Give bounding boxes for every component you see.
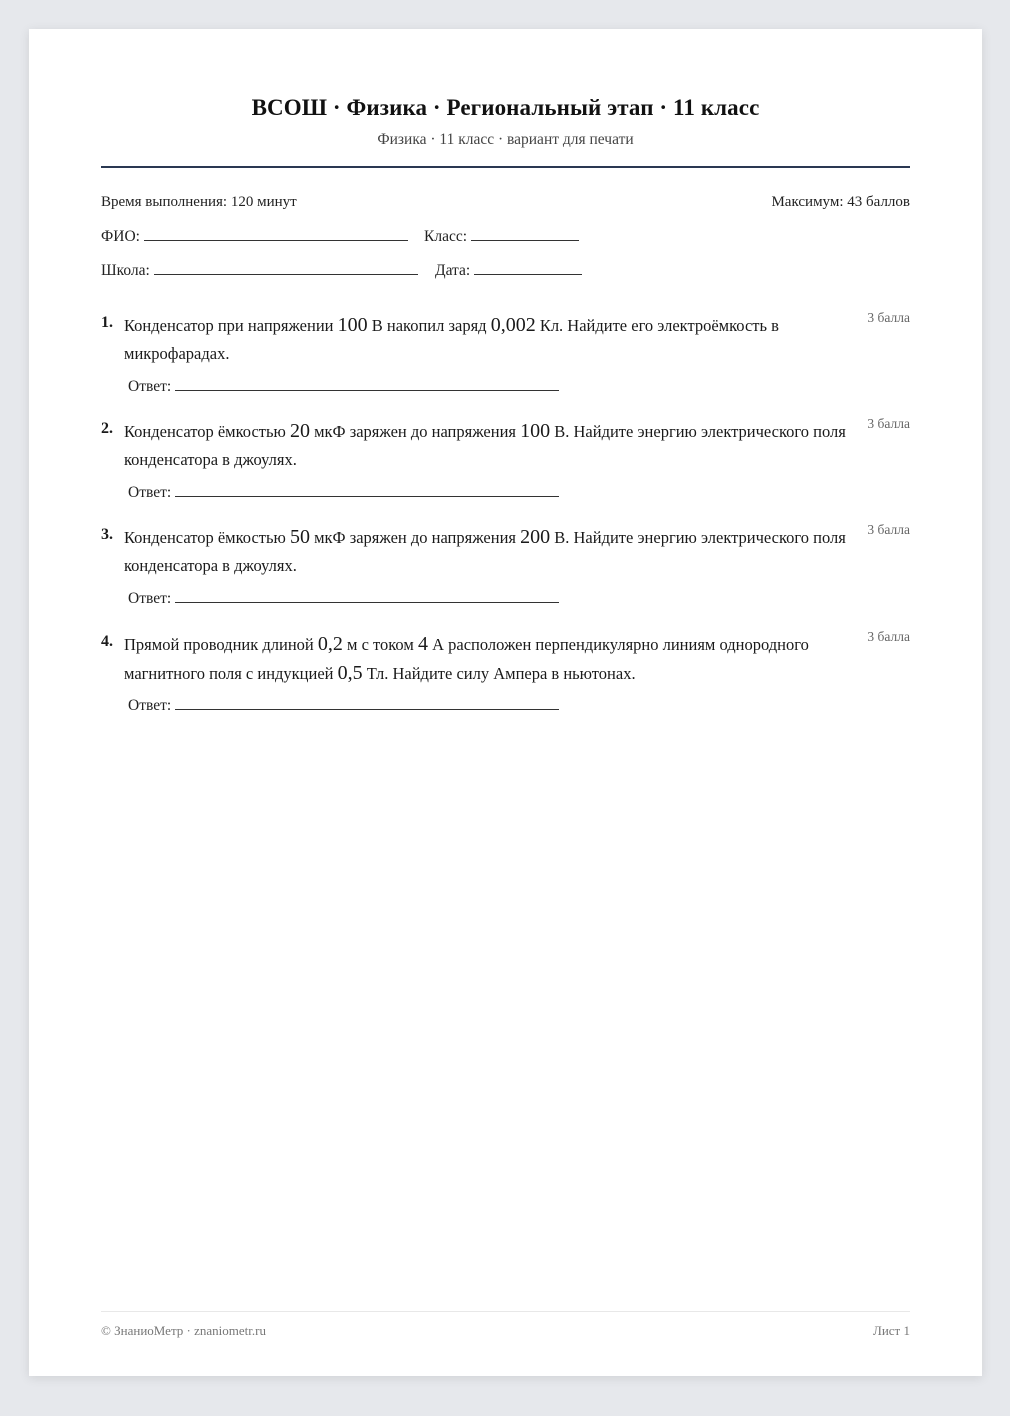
task-number-value: 0,2 <box>317 633 343 655</box>
task-text-fragment: Кл. Найдите его электроёмкость в микрофарадах. <box>124 316 779 363</box>
answer-line[interactable] <box>175 376 559 391</box>
class-line[interactable] <box>471 226 579 241</box>
footer-divider <box>101 1311 910 1312</box>
date-line[interactable] <box>474 260 582 275</box>
task-number-value: 0,5 <box>337 662 363 684</box>
answer-field[interactable] <box>128 588 559 608</box>
answer-line[interactable] <box>175 482 559 497</box>
page-footer <box>101 1323 910 1339</box>
task-text-fragment: Конденсатор при напряжении <box>124 316 338 335</box>
header-divider <box>101 166 910 168</box>
answer-label: Ответ: <box>128 484 172 501</box>
task-text-fragment: Конденсатор ёмкостью <box>124 422 290 441</box>
school-field[interactable] <box>101 260 418 280</box>
answer-field[interactable] <box>128 376 559 396</box>
task-text-fragment: м с током <box>342 635 418 654</box>
task-text <box>124 630 850 688</box>
task-text-fragment: Тл. Найдите силу Ампера в ньютонах. <box>362 664 636 683</box>
task-number: 4. <box>101 633 113 650</box>
class-field[interactable] <box>424 226 579 246</box>
answer-label: Ответ: <box>128 590 172 607</box>
task-points: 3 балла <box>867 629 910 644</box>
page-subtitle: Физика · 11 класс · вариант для печати <box>377 131 634 148</box>
max-score: Максимум: 43 баллов <box>771 194 910 210</box>
task-number-value: 0,002 <box>490 314 536 336</box>
task-text-fragment: мкФ заряжен до напряжения <box>309 528 521 547</box>
answer-label: Ответ: <box>128 378 172 395</box>
answer-line[interactable] <box>175 588 559 603</box>
task-points: 3 балла <box>867 522 910 537</box>
task-text-fragment: Прямой проводник длиной <box>124 635 318 654</box>
task-text-fragment: Конденсатор ёмкостью <box>124 528 290 547</box>
task-number: 1. <box>101 314 113 331</box>
task-text-fragment: В накопил заряд <box>367 316 491 335</box>
task-number-value: 20 <box>289 420 310 442</box>
page-title: ВСОШ · Физика · Региональный этап · 11 класс <box>251 95 760 120</box>
task-text <box>124 311 850 368</box>
task-number: 3. <box>101 526 113 543</box>
answer-label: Ответ: <box>128 697 172 714</box>
date-field[interactable] <box>435 260 582 280</box>
task-text-fragment: мкФ заряжен до напряжения <box>309 422 521 441</box>
meta-row <box>101 194 910 211</box>
task-number-value: 200 <box>520 526 551 548</box>
name-line[interactable] <box>144 226 408 241</box>
date-label: Дата: <box>435 262 471 279</box>
footer-copyright: © ЗнаниоМетр · znaniometr.ru <box>101 1323 266 1338</box>
task-points: 3 балла <box>867 310 910 325</box>
school-label: Школа: <box>101 262 150 279</box>
task-number-value: 100 <box>337 314 368 336</box>
name-label: ФИО: <box>101 228 140 245</box>
worksheet-page <box>29 29 982 1376</box>
task-number-value: 4 <box>417 633 428 655</box>
task-number-value: 100 <box>520 420 551 442</box>
task-text-fragment: В. Найдите энергию электрического поля конденсатора в джоулях. <box>124 422 846 469</box>
answer-line[interactable] <box>175 695 559 710</box>
task-text <box>124 523 850 580</box>
task-text-fragment: А расположен перпендикулярно линиям однородного магнитного поля с индукцией <box>124 635 809 683</box>
task-points: 3 балла <box>867 416 910 431</box>
footer-sheet-number: Лист 1 <box>873 1323 910 1338</box>
task-number-value: 50 <box>289 526 310 548</box>
task-text <box>124 417 850 474</box>
class-label: Класс: <box>424 228 468 245</box>
time-limit: Время выполнения: 120 минут <box>101 194 297 210</box>
answer-field[interactable] <box>128 482 559 502</box>
answer-field[interactable] <box>128 695 559 715</box>
task-text-fragment: В. Найдите энергию электрического поля конденсатора в джоулях. <box>124 528 846 575</box>
school-line[interactable] <box>154 260 418 275</box>
name-field[interactable] <box>101 226 408 246</box>
task-number: 2. <box>101 420 113 437</box>
